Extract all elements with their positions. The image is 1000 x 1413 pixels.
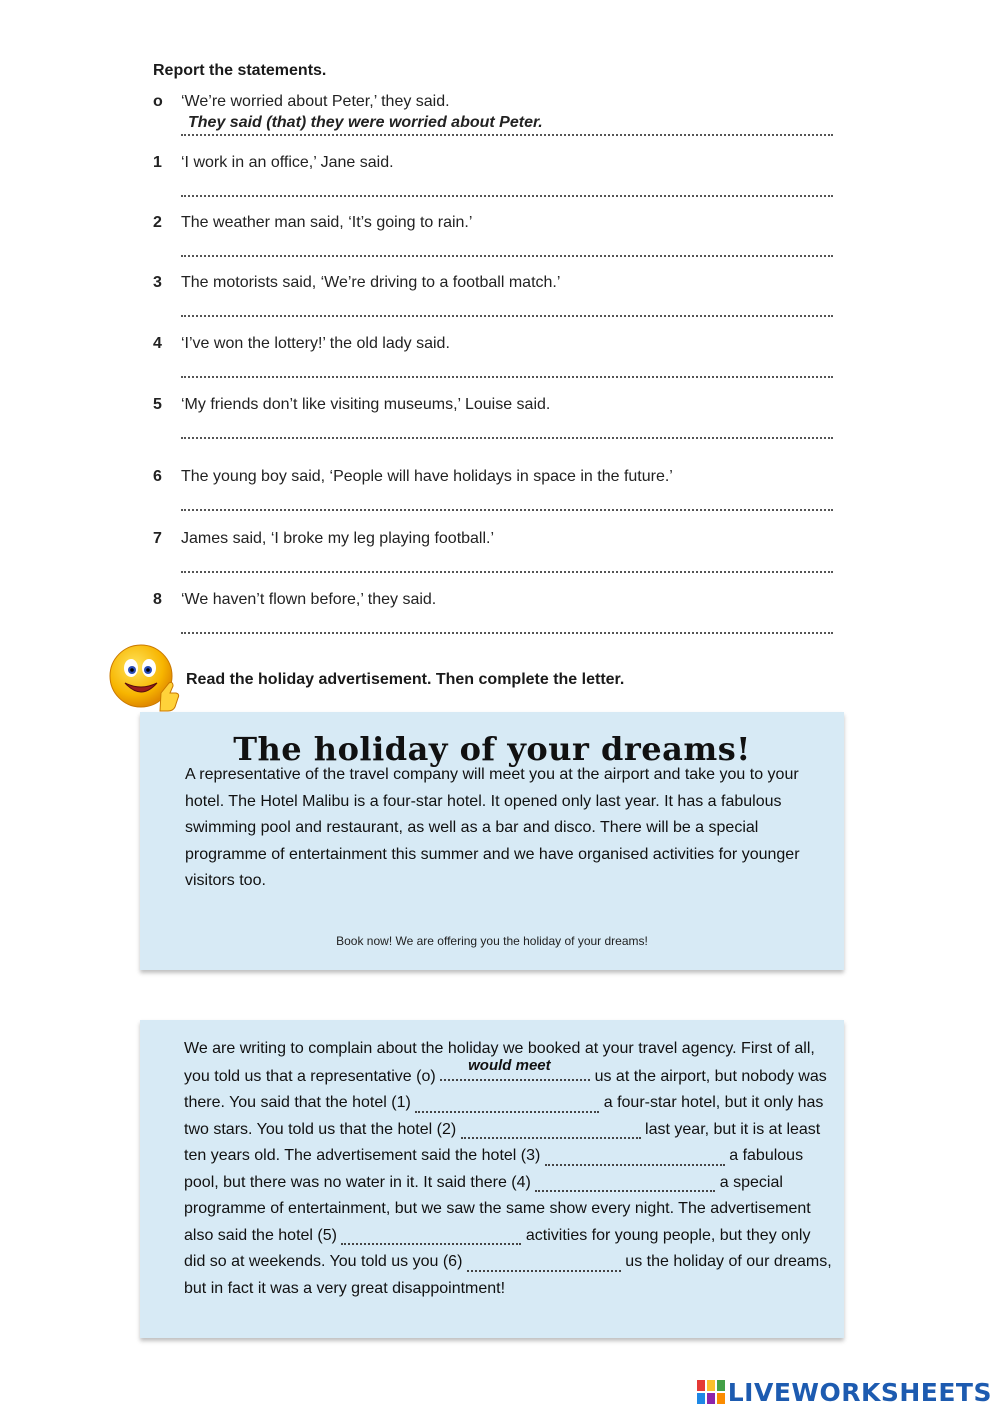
letter-text-part: a special programme of entertainment, but we saw the same show every night. The advertisement also said the hotel (5) [184, 1173, 811, 1244]
letter-blank-3[interactable] [545, 1148, 725, 1166]
advert-title: The holiday of your dreams! [233, 730, 751, 768]
letter-text-part: activities for young people, but they only did so at weekends. You told us you (6) [184, 1226, 811, 1270]
smiley-thumbs-up-icon [103, 641, 181, 715]
letter-panel [140, 1020, 844, 1338]
item-statement: ‘I’ve won the lottery!’ the old lady said. [181, 335, 450, 352]
item-number: 1 [153, 154, 162, 171]
exercise-item [153, 154, 843, 198]
item-statement: ‘We’re worried about Peter,’ they said. [181, 93, 450, 110]
brand-wordmark: LIVEWORKSHEETS [727, 1377, 992, 1407]
brand-logo [696, 1377, 992, 1407]
exercise-item [153, 530, 843, 574]
answer-input[interactable] [183, 552, 827, 570]
exercise-item [153, 93, 843, 137]
letter-text-part: us the holiday of our dreams, but in fact it was a very great disappointment! [184, 1253, 832, 1297]
item-statement: The weather man said, ‘It’s going to rain.’ [181, 214, 473, 231]
answer-input[interactable] [183, 613, 827, 631]
example-answer: They said (that) they were worried about Peter. [188, 114, 543, 131]
answer-input[interactable] [183, 176, 827, 194]
exercise2-instruction: Read the holiday advertisement. Then complete the letter. [186, 671, 625, 688]
advert-body: A representative of the travel company will meet you at the airport and take you to your hotel. The Hotel Malibu is a four-star hotel. It opened only last year. It has a fabulous swimming pool and restaurant, as well as a bar and disco. There will be a special programme of entertainment this summer and we have organised activities for younger visitors too. [185, 766, 800, 890]
letter-text-part: last year, but it is at least ten years old. The advertisement said the hotel (3) [184, 1120, 821, 1164]
exercise-item [153, 214, 843, 258]
exercise-item [153, 274, 843, 318]
letter-blank-0 [440, 1056, 590, 1081]
letter-blank-6[interactable] [467, 1254, 621, 1272]
letter-example-answer: would meet [468, 1056, 551, 1074]
item-number: 3 [153, 274, 162, 291]
letter-blank-4[interactable] [535, 1174, 715, 1192]
item-number: 4 [153, 335, 162, 352]
letter-blank-2[interactable] [461, 1121, 641, 1139]
letter-text-part: We are writing to complain about the holiday we booked at your travel agency. First of all, you told us that a representative (o) [184, 1040, 815, 1085]
item-number: 2 [153, 214, 162, 231]
letter-text-part: a fabulous pool, but there was no water in it. It said there (4) [184, 1147, 804, 1191]
letter-text [184, 1036, 834, 1302]
letter-text-part: a four-star hotel, but it only has two stars. You told us that the hotel (2) [184, 1094, 824, 1138]
item-statement: James said, ‘I broke my leg playing football.’ [181, 530, 495, 547]
item-statement: ‘I work in an office,’ Jane said. [181, 154, 394, 171]
item-number: 6 [153, 468, 162, 485]
letter-text-part: us at the airport, but nobody was there. You said that the hotel (1) [184, 1067, 827, 1111]
letter-blank-5[interactable] [341, 1227, 521, 1245]
letter-blank-1[interactable] [415, 1095, 599, 1113]
answer-input[interactable] [183, 236, 827, 254]
item-number: 5 [153, 396, 162, 413]
answer-input[interactable] [183, 357, 827, 375]
exercise-item [153, 468, 843, 512]
exercise-item [153, 396, 843, 440]
item-number: 7 [153, 530, 162, 547]
advertisement-panel [140, 712, 844, 970]
item-statement: ‘My friends don’t like visiting museums,’ Louise said. [181, 396, 551, 413]
exercise-item [153, 591, 843, 635]
item-number: 8 [153, 591, 162, 608]
item-statement: The motorists said, ‘We’re driving to a football match.’ [181, 274, 561, 291]
item-number: o [153, 93, 163, 110]
answer-input[interactable] [183, 490, 827, 508]
answer-input[interactable] [183, 296, 827, 314]
advert-tagline: Book now! We are offering you the holiday of your dreams! [336, 934, 648, 948]
exercise-item [153, 335, 843, 379]
answer-input[interactable] [183, 418, 827, 436]
item-statement: ‘We haven’t flown before,’ they said. [181, 591, 437, 608]
item-statement: The young boy said, ‘People will have holidays in space in the future.’ [181, 468, 673, 485]
liveworksheets-logo-icon [696, 1379, 726, 1405]
exercise1-instruction: Report the statements. [153, 62, 327, 79]
